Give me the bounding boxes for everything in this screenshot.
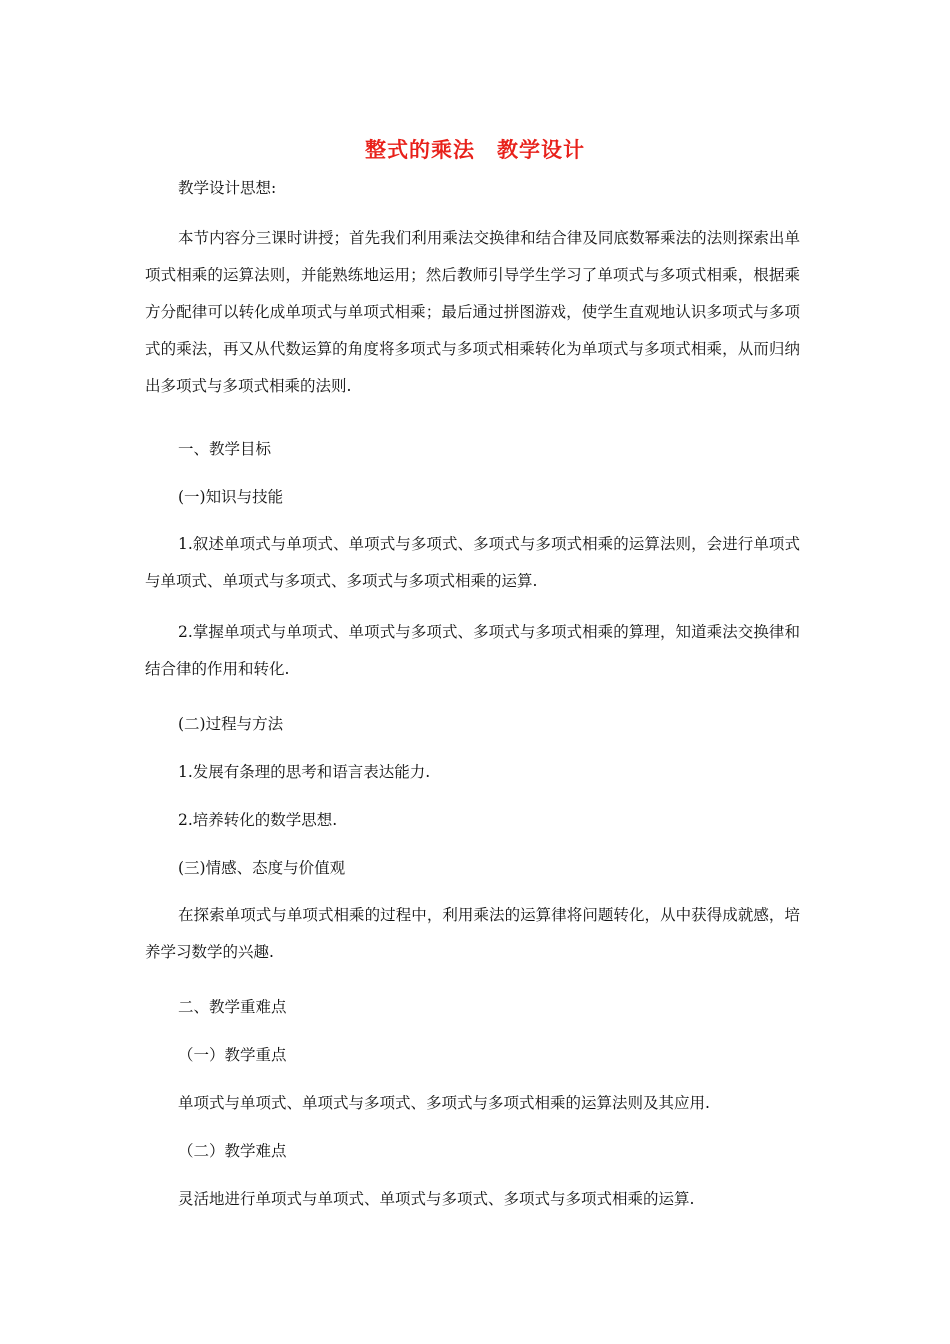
section-heading-key-points: 二、教学重难点 bbox=[178, 998, 287, 1016]
process-item-1: 1.发展有条理的思考和语言表达能力. bbox=[178, 763, 431, 781]
subsection-heading-process: (二)过程与方法 bbox=[178, 715, 284, 733]
difficulty-text: 灵活地进行单项式与单项式、单项式与多项式、多项式与多项式相乘的运算. bbox=[178, 1190, 695, 1208]
subsection-heading-difficulty: （二）教学难点 bbox=[178, 1142, 287, 1160]
document-title: 整式的乘法 教学设计 bbox=[365, 138, 585, 162]
attitude-paragraph: 在探索单项式与单项式相乘的过程中，利用乘法的运算律将问题转化，从中获得成就感，培养学习数学的兴趣. bbox=[145, 906, 800, 961]
subsection-heading-key-point: （一）教学重点 bbox=[178, 1046, 287, 1064]
subsection-heading-knowledge: (一)知识与技能 bbox=[178, 488, 284, 506]
subsection-heading-attitude: (三)情感、态度与价值观 bbox=[178, 859, 346, 877]
knowledge-item-1: 1.叙述单项式与单项式、单项式与多项式、多项式与多项式相乘的运算法则，会进行单项式与单项式、单项式与多项式、多项式与多项式相乘的运算. bbox=[145, 535, 800, 590]
process-item-2: 2.培养转化的数学思想. bbox=[178, 811, 338, 829]
knowledge-item-2: 2.掌握单项式与单项式、单项式与多项式、多项式与多项式相乘的算理，知道乘法交换律和结合律的作用和转化. bbox=[145, 623, 800, 678]
design-thought-paragraph: 本节内容分三课时讲授；首先我们利用乘法交换律和结合律及同底数幂乘法的法则探索出单项式相乘的运算法则，并能熟练地运用；然后教师引导学生学习了单项式与多项式相乘，根据乘方分配律可以转化成单项式与单项式相乘；最后通过拼图游戏，使学生直观地认识多项式与多项式的乘法，再又从代数运算的角度将多项式与多项式相乘转化为单项式与多项式相乘，从而归纳出多项式与多项式相乘的法则. bbox=[145, 229, 800, 395]
design-thought-heading: 教学设计思想: bbox=[178, 179, 277, 197]
key-point-text: 单项式与单项式、单项式与多项式、多项式与多项式相乘的运算法则及其应用. bbox=[178, 1094, 710, 1112]
section-heading-objectives: 一、教学目标 bbox=[178, 440, 272, 458]
